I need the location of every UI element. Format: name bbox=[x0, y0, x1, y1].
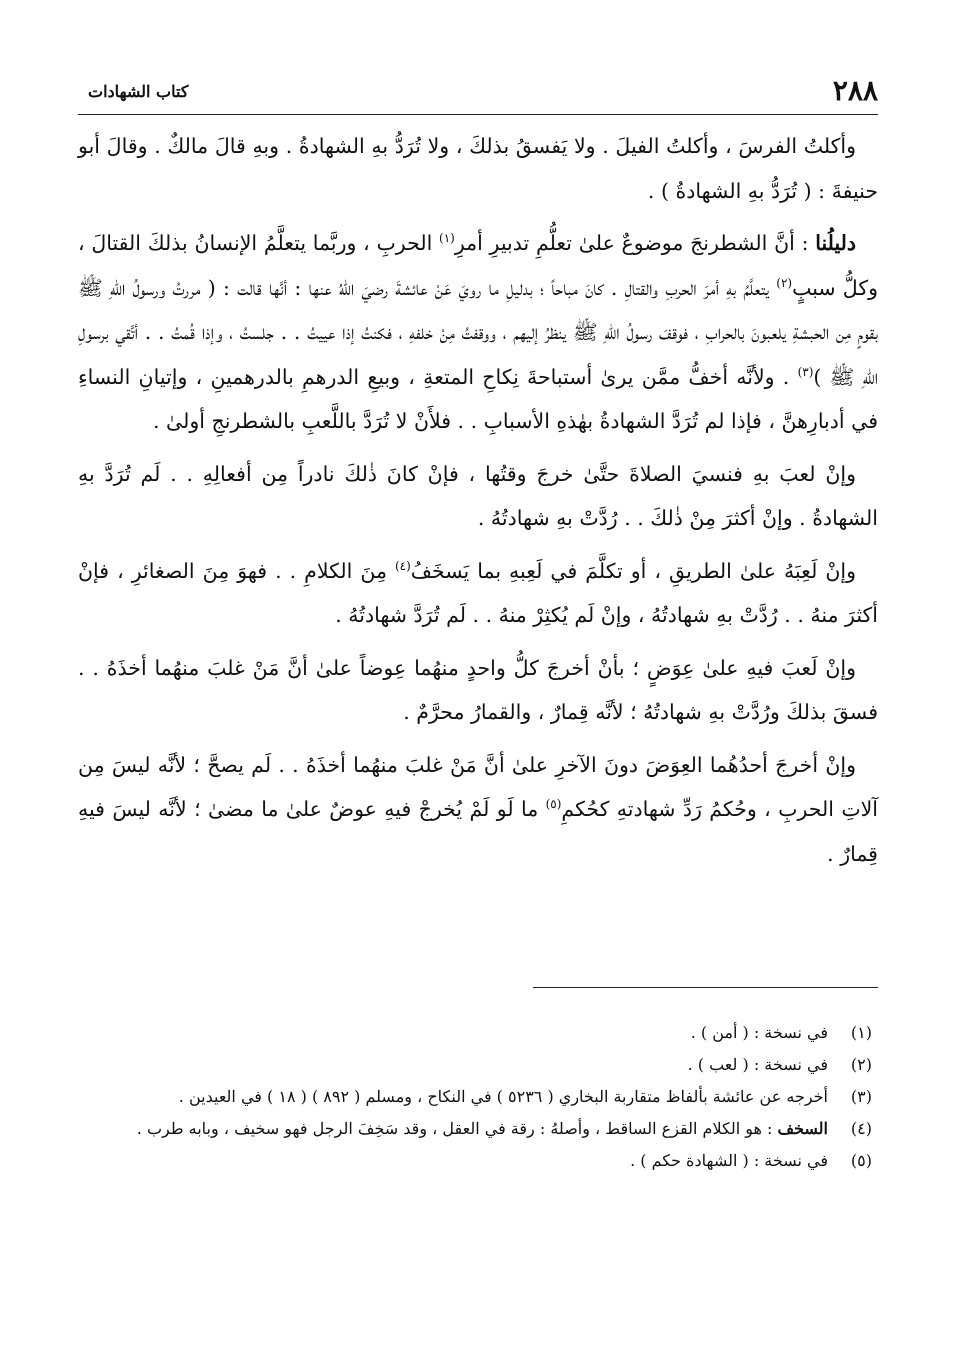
footnote-text: أخرجه عن عائشة بألفاظ متقاربة البخاري ( ٥٢٣٦ ) في النكاح ، ومسلم ( ٨٩٢ ) ( ١٨ ) في العيدين . bbox=[178, 1087, 828, 1106]
paragraph-lead: دليلُنا bbox=[815, 231, 856, 255]
page-number: ٢٨٨ bbox=[832, 74, 878, 107]
paragraph-text: مِنَ الكلامِ . . فهوَ مِنَ الصغائرِ ، فإنْ أكثرَ منهُ . . رُدَّتْ بهِ شهادتُهُ ، وإنْ لَم يُكثِرْ منهُ . . لَم تُرَدَّ شهادتُهُ . bbox=[78, 558, 878, 627]
footnote-ref[interactable]: (٣) bbox=[797, 364, 814, 379]
footnote-ref[interactable]: (٥) bbox=[545, 797, 562, 812]
footnote-text: في نسخة : ( لعب ) . bbox=[687, 1055, 828, 1074]
footnote-text: في نسخة : ( أمن ) . bbox=[690, 1023, 828, 1042]
paragraph: وإنْ لَعبَ فيهِ علىٰ عِوَضٍ ؛ بأنْ أخرجَ كلُّ واحدٍ منهُما عِوضاً علىٰ أنَّ مَنْ غلبَ منهُما أخذَهُ . . فسقَ بذلكَ ورُدَّتْ بهِ شهادتُهُ ؛ لأنَّه قِمارٌ ، والقمارُ محرَّمٌ . bbox=[78, 655, 878, 724]
book-page bbox=[78, 70, 878, 1310]
paragraph-text: يتعلَّمُ بهِ أمرَ الحربِ والقتالِ . كانَ مباحاً ؛ بدليلِ ما رويَ عَنْ عائشةَ رضيَ اللهُ عنها : أنَّها قالت : ( مررتُ ورسولُ اللهِ ﷺ بقومٍ مِن الحبشةِ يلعبونَ بالحرابِ ، فوقفَ رسولُ اللهِ ﷺ ينظرُ إليهم ، ووقفتُ مِنْ خلفهِ ، فكنتُ إذا عييتُ . . جلستُ ، وإذا قُمتُ . . أتَّقي برسولِ اللهِ ﷺ ) bbox=[78, 275, 878, 389]
footnote-body: : هو الكلام القزع الساقط ، وأصلهُ : رقة في العقل ، وقد سَخِفَ الرجل فهو سخيف ، وبابه طرب . bbox=[136, 1119, 778, 1138]
paragraph bbox=[78, 743, 878, 877]
paragraph: وأكلتُ الفرسَ ، وأكلتُ الفيلَ . ولا يَفسقُ بذلكَ ، ولا تُرَدُّ بهِ الشهادةُ . وبهِ قالَ مالكٌ . وقالَ أبو حنيفةَ : ( تُرَدُّ بهِ الشهادةُ ) . bbox=[78, 134, 878, 203]
footnote-number: (٤) bbox=[850, 1119, 872, 1138]
footnote-ref[interactable]: (٢) bbox=[776, 275, 793, 290]
footnote bbox=[78, 1018, 878, 1048]
footnote-number: (٥) bbox=[850, 1151, 872, 1170]
footnote-divider bbox=[533, 987, 878, 988]
section-title: كتاب الشهادات bbox=[88, 82, 189, 101]
header-divider bbox=[78, 114, 878, 115]
footnote bbox=[78, 1050, 878, 1080]
footnote-ref[interactable]: (١) bbox=[439, 231, 455, 246]
paragraph-text: ما لَو لَمْ يُخرجْ فيهِ عوضٌ علىٰ ما مضىٰ ؛ لأنَّه ليسَ فيهِ قِمارٌ . bbox=[78, 797, 878, 866]
footnote-number: (٣) bbox=[850, 1087, 872, 1106]
footnote-number: (٢) bbox=[850, 1055, 872, 1074]
paragraph-text: . ولأنَّه أخفُّ ممَّن يرىٰ أستباحةَ نِكاحِ المتعةِ ، وبيعِ الدرهمِ بالدرهمينِ ، وإتيانِ النساءِ في أدبارِهنَّ ، فإذا لم تُرَدَّ الشهادةُ بهٰذهِ الأسبابِ . . فلأَنْ لا تُرَدَّ باللَّعبِ بالشطرنجِ أولىٰ . bbox=[78, 364, 878, 433]
footnotes bbox=[78, 1018, 878, 1178]
paragraph-text: : أنَّ الشطرنجَ موضوعٌ علىٰ تعلُّمِ تدبيرِ أمرِ bbox=[454, 231, 816, 255]
footnote-text bbox=[78, 1114, 828, 1144]
paragraph-text: وإنْ أخرجَ أحدُهُما العِوَضَ دونَ الآخرِ علىٰ أنَّ مَنْ غلبَ منهُما أخذَهُ . . لَم يصحَّ ؛ لأنَّه ليسَ مِن آلاتِ الحربِ ، وحُكمُ رَدِّ شهادتهِ كحُكمِ bbox=[78, 752, 879, 821]
footnote bbox=[78, 1146, 878, 1176]
footnote-text: في نسخة : ( الشهادة حكم ) . bbox=[630, 1151, 828, 1170]
paragraph-text: الحربِ ، وربَّما يتعلَّمُ الإنسانُ بذلكَ القتالَ ، وكلُّ سببٍ bbox=[78, 231, 878, 300]
footnote-number: (١) bbox=[850, 1023, 872, 1042]
paragraph bbox=[78, 549, 878, 638]
page-header bbox=[78, 70, 878, 110]
footnote-lead: السخف bbox=[777, 1119, 828, 1138]
footnote-ref[interactable]: (٤) bbox=[394, 558, 411, 573]
main-text bbox=[78, 124, 878, 884]
footnote bbox=[78, 1114, 878, 1144]
paragraph-text: وإنْ لَعِبَهُ علىٰ الطريقِ ، أو تكلَّمَ في لَعِبهِ بما يَسخَفُ bbox=[410, 558, 856, 583]
footnote bbox=[78, 1082, 878, 1112]
paragraph bbox=[78, 221, 878, 444]
paragraph: وإنْ لعبَ بهِ فنسيَ الصلاةَ حتَّىٰ خرجَ وقتُها ، فإنْ كانَ ذٰلكَ نادراً مِن أفعالِهِ . . لَم تُرَدَّ بهِ الشهادةُ . وإنْ أكثرَ مِنْ ذٰلكَ . . رُدَّتْ بهِ شهادتُهُ . bbox=[78, 461, 878, 530]
